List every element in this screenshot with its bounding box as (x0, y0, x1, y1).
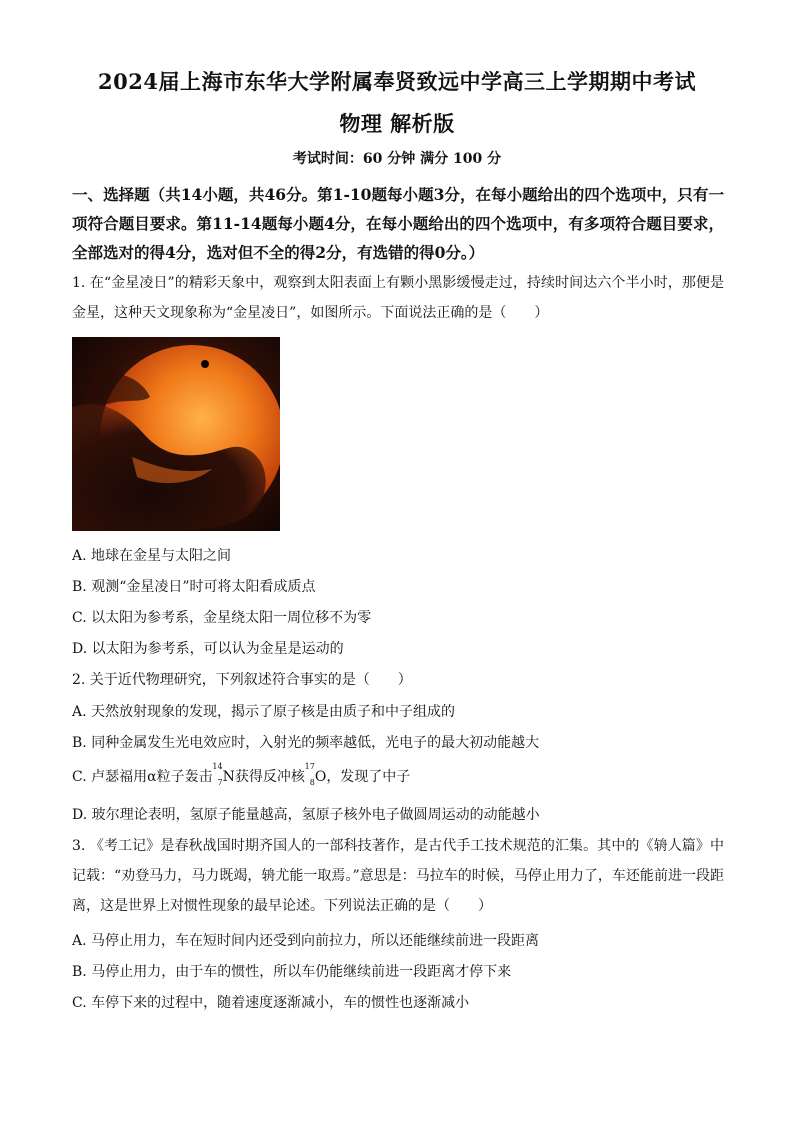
question-1-option-c: C. 以太阳为参考系，金星绕太阳一周位移不为零 (72, 610, 372, 626)
question-3-stem: 3. 《考工记》是春秋战国时期齐国人的一部科技著作，是古代手工技术规范的汇集。其中的《辀人篇》中记载：“劝登马力，马力既竭，辀尤能一取焉。”意思是：马拉车的时候，马停止用力了，车还能前进一段距离，这是世界上对惯性现象的最早论述。下列说法正确的是（ ） (72, 838, 724, 914)
oxygen-symbol: O (314, 769, 327, 785)
venus-dot (201, 360, 209, 368)
venus-transit-photo (72, 337, 280, 531)
nitrogen-mass-number: 14 (212, 762, 223, 771)
section-heading: 一、选择题（共14小题，共46分。第1-10题每小题3分，在每小题给出的四个选项中，只有一项符合题目要求。第11-14题每小题4分，在每小题给出的四个选项中，有多项符合题目要求，全部选对的得4分，选对但不全的得2分，有选错的得0分。） (72, 185, 724, 262)
question-2-option-b: B. 同种金属发生光电效应时，入射光的频率越低，光电子的最大初动能越大 (72, 735, 540, 751)
nitrogen-atomic-number: 7 (217, 778, 223, 787)
exam-info: 考试时间：60 分钟 满分 100 分 (292, 151, 502, 167)
question-2-option-c-text-1: C. 卢瑟福用α粒子轰击 (72, 769, 213, 785)
document-title: 2024届上海市东华大学附属奉贤致远中学高三上学期期中考试 (98, 69, 696, 94)
question-2-option-d: D. 玻尔理论表明，氢原子能量越高，氢原子核外电子做圆周运动的动能越小 (72, 807, 540, 823)
question-2-option-a: A. 天然放射现象的发现，揭示了原子核是由质子和中子组成的 (72, 704, 456, 720)
question-2-option-c (72, 762, 724, 787)
question-3-option-b: B. 马停止用力，由于车的惯性，所以车仍能继续前进一段距离才停下来 (72, 964, 512, 980)
oxygen-nuclide (304, 762, 315, 787)
nitrogen-nuclide (212, 762, 223, 787)
question-3-option-c: C. 车停下来的过程中，随着速度逐渐减小，车的惯性也逐渐减小 (72, 995, 470, 1011)
document-subtitle: 物理 解析版 (339, 111, 455, 136)
question-1-option-b: B. 观测“金星凌日”时可将太阳看成质点 (72, 579, 316, 595)
oxygen-atomic-number: 8 (309, 778, 315, 787)
nitrogen-symbol: N (222, 769, 235, 785)
question-2-option-c-text-2: 获得反冲核 (234, 769, 305, 785)
oxygen-mass-number: 17 (304, 762, 315, 771)
question-2-option-c-text-3: ，发现了中子 (326, 769, 411, 785)
question-3-option-a: A. 马停止用力，车在短时间内还受到向前拉力，所以还能继续前进一段距离 (72, 933, 540, 949)
venus-transit-image (72, 337, 280, 531)
question-1-stem: 1. 在“金星凌日”的精彩天象中，观察到太阳表面上有颗小黑影缓慢走过，持续时间达六个半小时，那便是金星，这种天文现象称为“金星凌日”，如图所示。下面说法正确的是（ ） (72, 275, 724, 321)
question-1-option-a: A. 地球在金星与太阳之间 (72, 548, 232, 564)
question-1-option-d: D. 以太阳为参考系，可以认为金星是运动的 (72, 641, 344, 657)
question-2-stem: 2. 关于近代物理研究，下列叙述符合事实的是（ ） (72, 672, 412, 688)
